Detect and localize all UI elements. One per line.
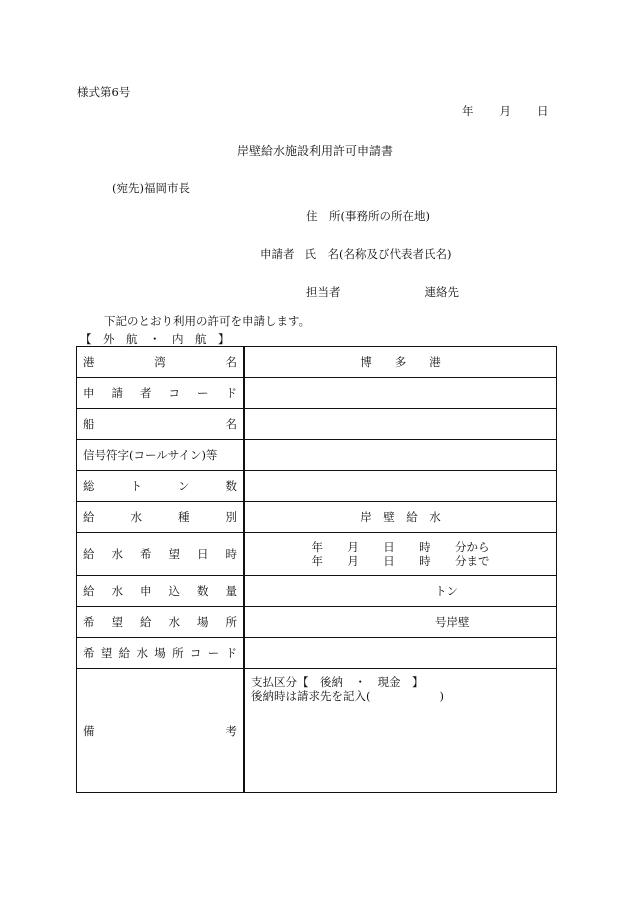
- label-char: 量: [225, 584, 237, 598]
- payment-type: 支払区分【 後納 ・ 現金 】: [251, 675, 424, 689]
- value-text: トン: [435, 584, 458, 598]
- row-label: [77, 347, 245, 378]
- label-char: 給: [140, 615, 152, 629]
- datetime-to: [312, 554, 490, 568]
- label-char: 時: [225, 547, 237, 561]
- datetime-unit: 月: [347, 554, 359, 568]
- row-label-text: [77, 546, 243, 562]
- contact-person-label: 担当者: [306, 285, 341, 299]
- name-label: 氏 名(名称及び代表者氏名): [304, 247, 452, 261]
- value-text: 博 多 港: [360, 355, 441, 369]
- row-label: [77, 533, 245, 576]
- label-char: ド: [225, 386, 237, 400]
- document-title: 岸壁給水施設利用許可申請書: [236, 144, 393, 158]
- label-char: 込: [168, 584, 180, 598]
- address-label: 住 所(事務所の所在地): [306, 209, 430, 223]
- label-char: 信号符字(コールサイン)等: [83, 448, 218, 462]
- label-char: 日: [197, 547, 209, 561]
- label-char: 給: [83, 584, 95, 598]
- table-row: [77, 669, 557, 793]
- table-row: [77, 378, 557, 409]
- label-char: ド: [225, 646, 237, 660]
- label-char: 者: [140, 386, 152, 400]
- row-label-text: [77, 478, 243, 494]
- row-label: [77, 576, 245, 607]
- label-char: ト: [130, 479, 142, 493]
- label-char: 給: [83, 547, 95, 561]
- label-char: 水: [168, 615, 180, 629]
- row-value[interactable]: [244, 607, 557, 638]
- datetime-unit: 日: [383, 540, 395, 554]
- row-value[interactable]: [244, 440, 557, 471]
- table-row: [77, 347, 557, 378]
- table-row: [77, 638, 557, 669]
- datetime-unit: 時: [419, 540, 431, 554]
- row-label-text: [77, 447, 243, 463]
- table-row: [77, 576, 557, 607]
- label-char: 備: [83, 723, 95, 738]
- label-char: 給: [83, 510, 95, 524]
- label-char: 場: [197, 615, 209, 629]
- datetime-range: [312, 540, 490, 568]
- datetime-from: [312, 540, 490, 554]
- label-char: 湾: [154, 355, 166, 369]
- label-char: 名: [225, 417, 237, 431]
- row-value[interactable]: [244, 669, 557, 793]
- label-char: 所: [172, 646, 184, 660]
- application-statement: 下記のとおり利用の許可を申請します。: [104, 314, 311, 328]
- row-label: [77, 638, 245, 669]
- row-label: [77, 471, 245, 502]
- label-char: 水: [136, 646, 148, 660]
- label-char: 考: [225, 723, 237, 738]
- value-text: 号岸壁: [435, 615, 470, 629]
- application-form-table: [76, 346, 557, 793]
- table-row: [77, 409, 557, 440]
- label-char: 水: [111, 547, 123, 561]
- contact-row: [306, 284, 459, 300]
- label-char: 給: [118, 646, 131, 660]
- row-label: [77, 440, 245, 471]
- table-row: [77, 440, 557, 471]
- row-label-text: [77, 723, 243, 739]
- date-line: [462, 103, 549, 119]
- datetime-unit: 年: [311, 540, 323, 554]
- row-value[interactable]: [244, 638, 557, 669]
- label-char: 種: [178, 510, 190, 524]
- row-label-text: [77, 509, 243, 525]
- datetime-unit: 時: [419, 554, 431, 568]
- label-char: 名: [225, 355, 237, 369]
- label-char: 望: [168, 547, 180, 561]
- row-label-text: [77, 354, 243, 370]
- applicant-label: 申請者: [260, 247, 295, 261]
- table-row: [77, 607, 557, 638]
- label-char: 希: [83, 646, 95, 660]
- datetime-unit: 日: [383, 554, 395, 568]
- row-value[interactable]: [244, 471, 557, 502]
- label-char: 数: [197, 584, 209, 598]
- label-char: コ: [168, 386, 180, 400]
- label-char: 望: [100, 646, 113, 660]
- datetime-unit: 月: [347, 540, 359, 554]
- row-value[interactable]: [244, 576, 557, 607]
- table-row: [77, 502, 557, 533]
- label-char: 数: [225, 479, 237, 493]
- label-char: 別: [225, 510, 237, 524]
- route-options: 【 外 航 ・ 内 航 】: [80, 332, 230, 346]
- row-value[interactable]: [244, 347, 557, 378]
- row-label: [77, 502, 245, 533]
- row-value[interactable]: [244, 409, 557, 440]
- billing-note: 後納時は請求先を記入( ): [251, 689, 444, 703]
- datetime-unit: 分まで: [455, 554, 490, 568]
- label-char: 船: [83, 417, 95, 431]
- label-char: ー: [207, 646, 220, 660]
- row-label-text: [77, 416, 243, 432]
- label-char: 総: [83, 479, 95, 493]
- label-char: 希: [83, 615, 95, 629]
- row-label-text: [77, 614, 243, 630]
- label-char: 所: [225, 615, 237, 629]
- label-char: ー: [197, 386, 209, 400]
- label-char: ン: [178, 479, 190, 493]
- form-number: 様式第6号: [77, 85, 131, 99]
- value-text: 岸 壁 給 水: [360, 510, 441, 524]
- row-value[interactable]: [244, 533, 557, 576]
- row-label-text: [77, 385, 243, 401]
- month-label: 月: [499, 104, 511, 118]
- label-char: 水: [130, 510, 142, 524]
- row-value[interactable]: [244, 502, 557, 533]
- contact-label: 連絡先: [424, 285, 459, 299]
- label-char: 港: [83, 355, 95, 369]
- day-label: 日: [537, 104, 549, 118]
- label-char: 水: [111, 584, 123, 598]
- label-char: 申: [83, 386, 95, 400]
- row-label-text: [77, 645, 243, 661]
- label-char: 申: [140, 584, 152, 598]
- addressee: (宛先)福岡市長: [112, 181, 190, 195]
- row-label: [77, 607, 245, 638]
- label-char: 請: [111, 386, 123, 400]
- label-char: 望: [111, 615, 123, 629]
- row-label: [77, 378, 245, 409]
- table-row: [77, 471, 557, 502]
- row-label: [77, 669, 245, 793]
- label-char: 希: [140, 547, 152, 561]
- applicant-name-row: [260, 246, 451, 262]
- row-label-text: [77, 583, 243, 599]
- row-value[interactable]: [244, 378, 557, 409]
- datetime-unit: 分から: [455, 540, 490, 554]
- table-row: [77, 533, 557, 576]
- datetime-unit: 年: [311, 554, 323, 568]
- row-label: [77, 409, 245, 440]
- label-char: 場: [154, 646, 166, 660]
- label-char: コ: [189, 646, 202, 660]
- year-label: 年: [462, 104, 474, 118]
